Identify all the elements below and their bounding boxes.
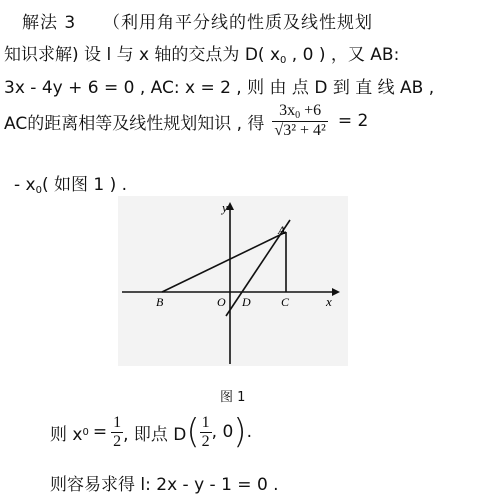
distance-fraction [272, 102, 327, 140]
frac-num-sub: 0 [295, 110, 301, 121]
method-intro: （利用角平分线的性质及线性规划 [103, 13, 374, 33]
text-line-6-d: , 0 [211, 422, 234, 442]
text-line-7 [50, 470, 279, 495]
frac-num-b: +6 [300, 102, 322, 119]
text-line-5-tail: ( 如图 1 ) . [41, 175, 128, 195]
text-line-6-e: . [246, 422, 252, 442]
text-line-4 [4, 98, 368, 144]
figure-1 [118, 196, 348, 366]
point-d-fraction [200, 414, 212, 451]
text-line-3 [4, 73, 434, 98]
point-b-label: B [156, 295, 164, 309]
y-axis-label: y [222, 200, 228, 215]
subscript-0: 0 [280, 55, 287, 66]
subscript-0b: 0 [35, 185, 42, 196]
subscript-0c: 0 [82, 426, 89, 438]
text-line-4-tail: = 2 [337, 111, 369, 131]
text-line-3-main: 3x - 4y + 6 = 0 , AC: x = 2 , 则 由 点 D 到 直 线 AB , [4, 78, 435, 98]
right-paren: ) [233, 412, 247, 452]
point-d-den: 2 [201, 432, 210, 450]
coordinate-figure [118, 196, 348, 366]
figure-caption: 图 1 [220, 390, 246, 405]
text-line-2 [4, 40, 399, 66]
text-line-5 [14, 170, 127, 196]
text-line-2-main: 知识求解) 设 l 与 x 轴的交点为 D( x [4, 45, 281, 65]
result-line: 则容易求得 l: 2x - y - 1 = 0 . [50, 475, 279, 495]
point-a-label: A [278, 223, 286, 237]
text-line-6-equals: = [92, 422, 108, 442]
half-den: 2 [113, 432, 122, 450]
half-num: 1 [113, 413, 122, 431]
text-line-2-tail: , 0 ) ，又 AB: [286, 45, 400, 65]
x-axis-label: x [326, 294, 332, 309]
half-fraction [111, 414, 123, 451]
point-d-num: 1 [201, 413, 210, 431]
left-paren: ( [186, 412, 200, 452]
text-line-6-c: , 即点 D [123, 424, 187, 445]
frac-den: √3² + 4² [274, 122, 326, 139]
text-line-4-main: AC的距离相等及线性规划知识 , 得 [4, 113, 265, 134]
line-ab [162, 232, 286, 292]
method-heading: 解法 3 [22, 13, 77, 33]
point-c-label: C [281, 295, 290, 309]
origin-label: O [217, 295, 226, 309]
x-axis-arrow [332, 288, 340, 296]
text-line-1 [22, 8, 373, 33]
text-line-6-a: 则 x [50, 424, 83, 445]
text-line-6 [50, 412, 252, 452]
point-d-label: D [242, 295, 251, 309]
frac-num-a: 3x [279, 102, 296, 119]
text-line-5-main: - x [14, 175, 36, 195]
